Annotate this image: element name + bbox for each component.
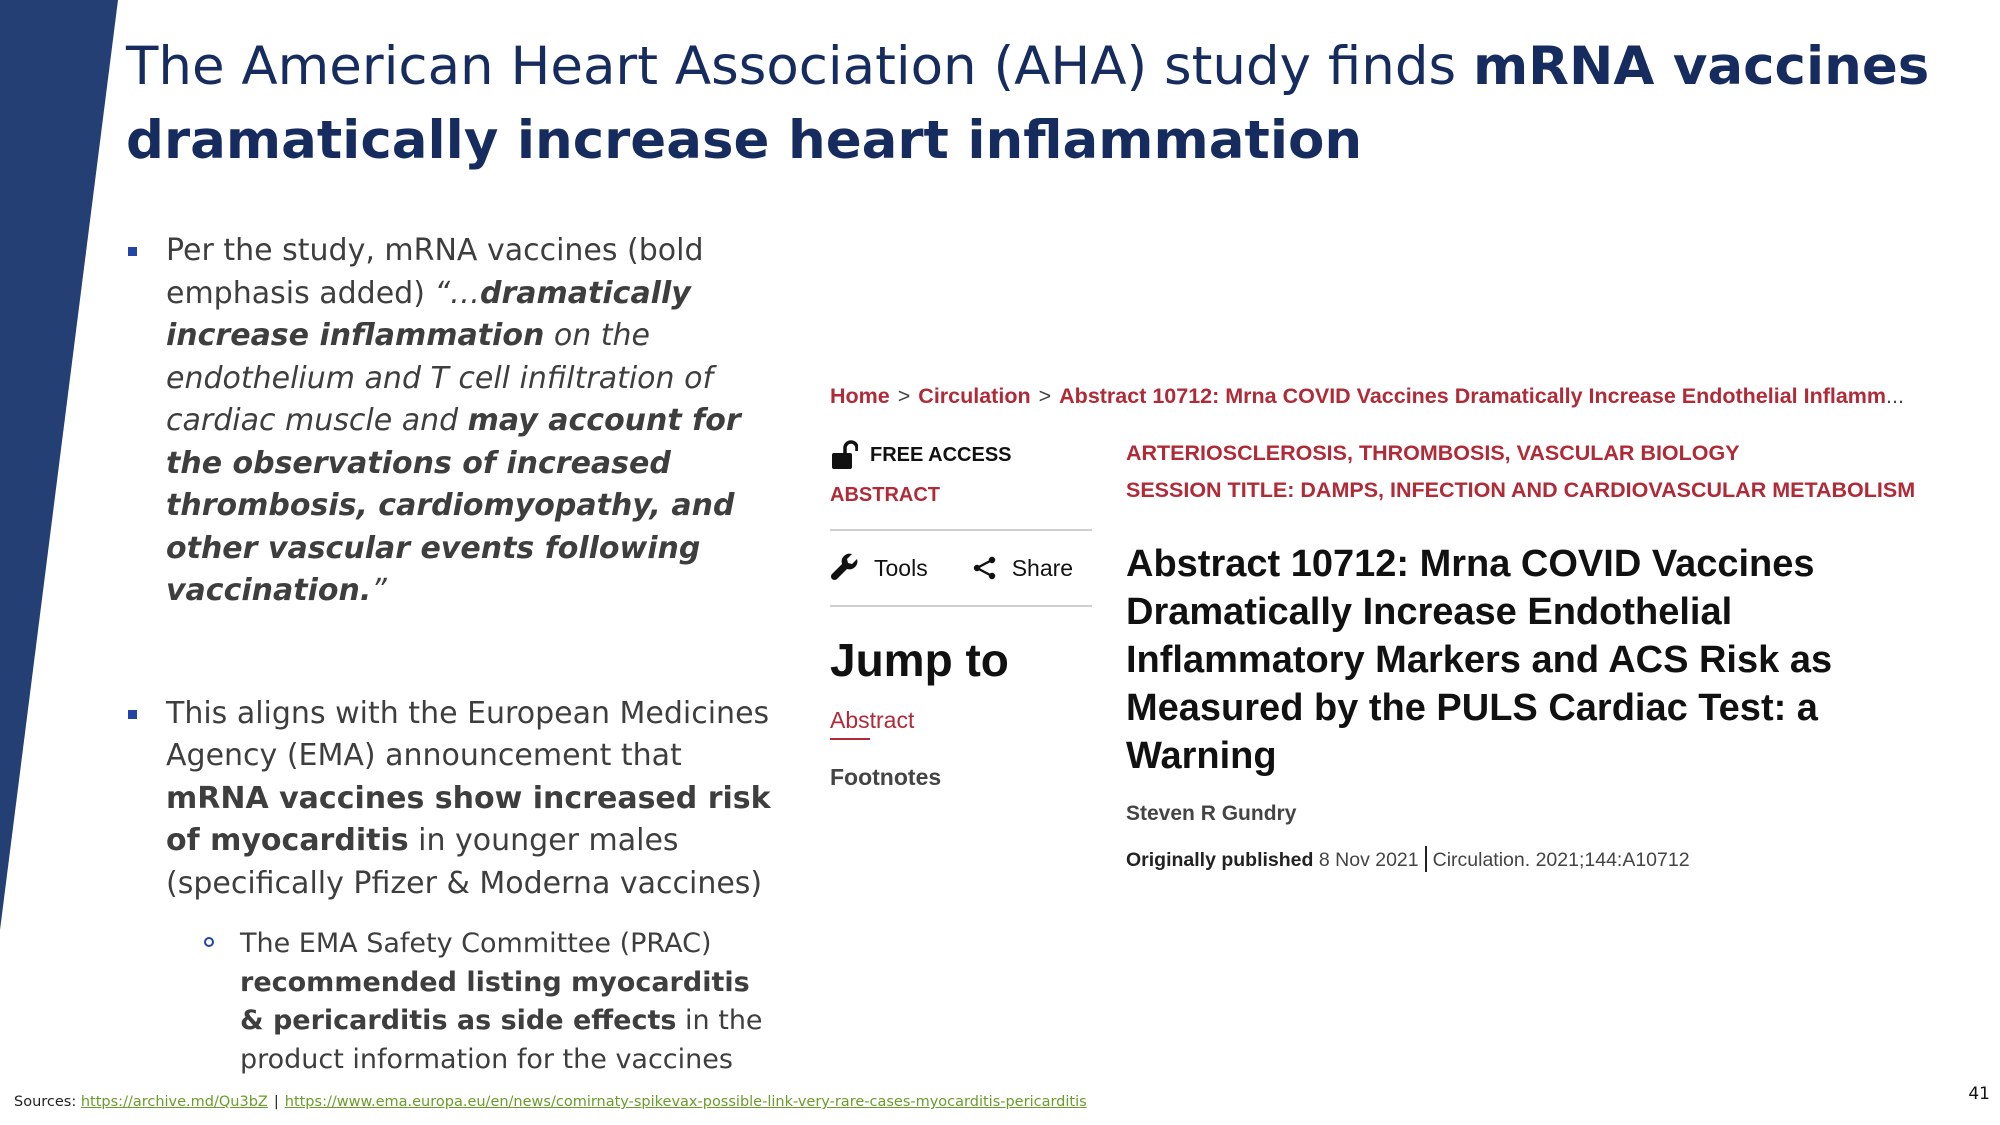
page-title: The American Heart Association (AHA) study finds mRNA vaccines dramatically increase heart inflammation (126, 36, 1930, 171)
tools-bar (830, 531, 1092, 605)
tools-button[interactable]: Tools (830, 553, 928, 583)
chevron-right-icon: > (1038, 384, 1052, 408)
publication-info: Originally published 8 Nov 2021 Circulation. 2021;144:A10712 (1126, 846, 1970, 872)
lock-open-icon (830, 440, 858, 470)
bullet-list (126, 230, 786, 1079)
bullet-ema-announcement: This aligns with the European Medicines Agency (EMA) announcement that mRNA vaccines show increased risk of myocarditis in younger males (specifically Pfizer & Moderna vaccines) (126, 693, 786, 906)
source-link-ema[interactable]: https://www.ema.europa.eu/en/news/comirnaty-spikevax-possible-link-very-rare-cases-myocarditis-pericarditis (284, 1094, 1087, 1110)
abstract-label: ABSTRACT (830, 484, 940, 506)
chevron-right-icon: > (897, 384, 911, 408)
square-bullet-icon (128, 247, 137, 256)
divider (830, 605, 1092, 607)
wrench-icon (830, 553, 860, 583)
page-number: 41 (1968, 1084, 1990, 1104)
free-access-badge: FREE ACCESS (830, 440, 1092, 470)
breadcrumb-abstract[interactable]: Abstract 10712: Mrna COVID Vaccines Dramatically Increase Endothelial Inflamm (1059, 384, 1887, 408)
circle-bullet-icon (204, 937, 214, 947)
article-sidebar (830, 440, 1092, 791)
breadcrumb (830, 384, 1904, 409)
share-icon (972, 555, 998, 581)
article-main (1126, 440, 1970, 872)
breadcrumb-ellipsis: ... (1886, 384, 1904, 408)
author-link[interactable]: Steven R Gundry (1126, 802, 1297, 825)
jump-footnotes-link[interactable]: Footnotes (830, 764, 942, 790)
session-title: SESSION TITLE: DAMPS, INFECTION AND CARDIOVASCULAR METABOLISM (1126, 478, 1916, 502)
square-bullet-icon (128, 710, 137, 719)
sources-footer: Sources: https://archive.md/Qu3bZ | https://www.ema.europa.eu/en/news/comirnaty-spikevax-possible-link-very-rare-cases-myocarditis-pericarditis (14, 1094, 1087, 1110)
source-link-archive[interactable]: https://archive.md/Qu3bZ (80, 1094, 268, 1110)
jump-abstract-link[interactable]: Abstract (830, 707, 915, 733)
bullet-aha-study: Per the study, mRNA vaccines (bold emphasis added) “…dramatically increase inflammation on the endothelium and T cell infiltration of cardiac muscle and may account for the observations of increased thrombosis, cardiomyopathy, and other vascular events following vaccination.” (126, 230, 786, 613)
jump-to-heading: Jump to (830, 634, 1009, 686)
breadcrumb-circulation[interactable]: Circulation (918, 384, 1031, 408)
sub-bullet-prac: The EMA Safety Committee (PRAC) recommended listing myocarditis & pericarditis as side effects in the product information for the vaccines (240, 925, 780, 1079)
share-button[interactable]: Share (972, 555, 1073, 582)
article-title: Abstract 10712: Mrna COVID Vaccines Dramatically Increase Endothelial Inflammatory Markers and ACS Risk as Measured by the PULS Cardiac Test: a Warning (1126, 543, 1833, 777)
article-screenshot (830, 380, 1970, 900)
divider (1425, 846, 1427, 872)
breadcrumb-home[interactable]: Home (830, 384, 890, 408)
section-label: ARTERIOSCLEROSIS, THROMBOSIS, VASCULAR BIOLOGY (1126, 441, 1740, 465)
